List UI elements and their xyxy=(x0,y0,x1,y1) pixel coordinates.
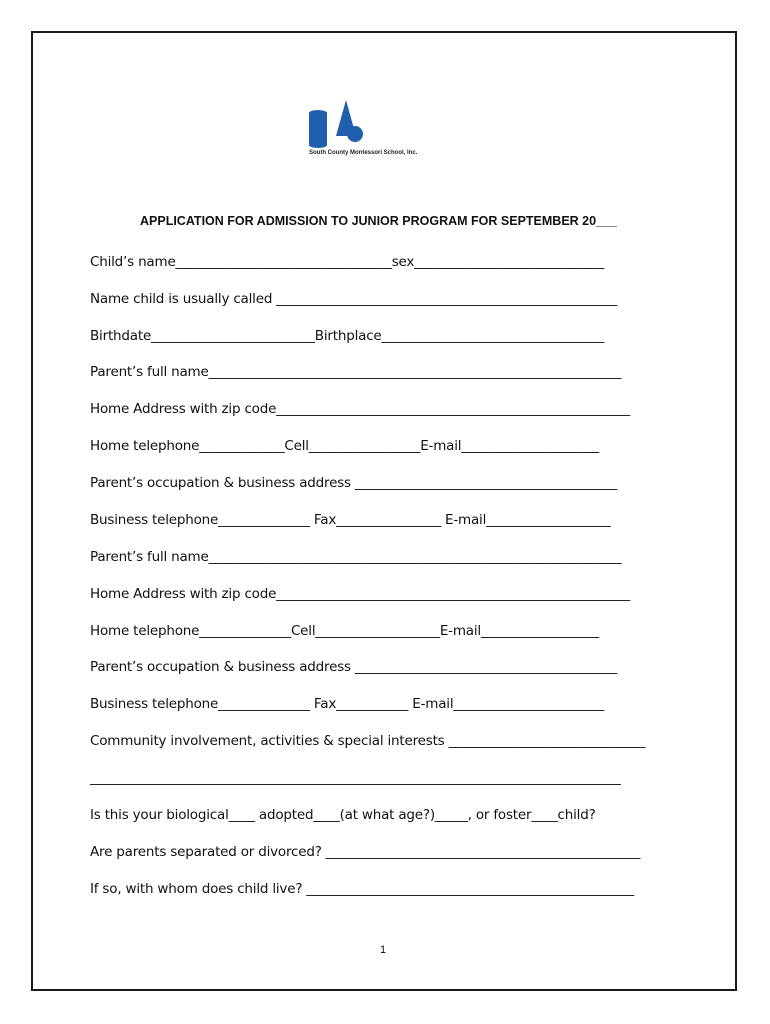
page-number: 1 xyxy=(380,944,387,956)
field-home-phone-2[interactable]: Home telephone______________Cell___________________E-mail__________________ xyxy=(90,623,599,639)
school-name: South County Montessori School, Inc. xyxy=(309,150,418,156)
cylinder-body xyxy=(309,113,327,145)
field-parent-name-2[interactable]: Parent’s full name_______________________________________________________________ xyxy=(90,549,622,565)
cylinder-bottom xyxy=(309,142,327,148)
field-community-continued[interactable]: _________________________________________________________________________________ xyxy=(90,770,621,786)
field-birthdate-birthplace[interactable]: Birthdate_________________________Birthplace__________________________________ xyxy=(90,328,605,344)
sphere-shape xyxy=(347,126,363,142)
field-parent-name-1[interactable]: Parent’s full name_______________________________________________________________ xyxy=(90,364,622,380)
field-child-status[interactable]: Is this your biological____ adopted____(at what age?)_____, or foster____child? xyxy=(90,807,596,823)
form-title: APPLICATION FOR ADMISSION TO JUNIOR PROGRAM FOR SEPTEMBER 20___ xyxy=(140,214,617,228)
field-home-address-2[interactable]: Home Address with zip code______________________________________________________ xyxy=(90,586,630,602)
field-community-involvement[interactable]: Community involvement, activities & special interests ______________________________ xyxy=(90,733,646,749)
field-usual-name[interactable]: Name child is usually called ____________________________________________________ xyxy=(90,291,617,307)
field-parents-separated[interactable]: Are parents separated or divorced? ________________________________________________ xyxy=(90,844,641,860)
field-occupation-2[interactable]: Parent’s occupation & business address ________________________________________ xyxy=(90,659,617,675)
field-home-phone-1[interactable]: Home telephone_____________Cell_________________E-mail_____________________ xyxy=(90,438,599,454)
field-business-phone-2[interactable]: Business telephone______________ Fax___________ E-mail_______________________ xyxy=(90,696,605,712)
field-occupation-1[interactable]: Parent’s occupation & business address ________________________________________ xyxy=(90,475,617,491)
field-business-phone-1[interactable]: Business telephone______________ Fax________________ E-mail___________________ xyxy=(90,512,611,528)
field-child-lives-with[interactable]: If so, with whom does child live? __________________________________________________ xyxy=(90,881,634,897)
field-childs-name[interactable]: Child’s name_________________________________sex_____________________________ xyxy=(90,254,605,270)
field-home-address-1[interactable]: Home Address with zip code______________________________________________________ xyxy=(90,401,630,417)
